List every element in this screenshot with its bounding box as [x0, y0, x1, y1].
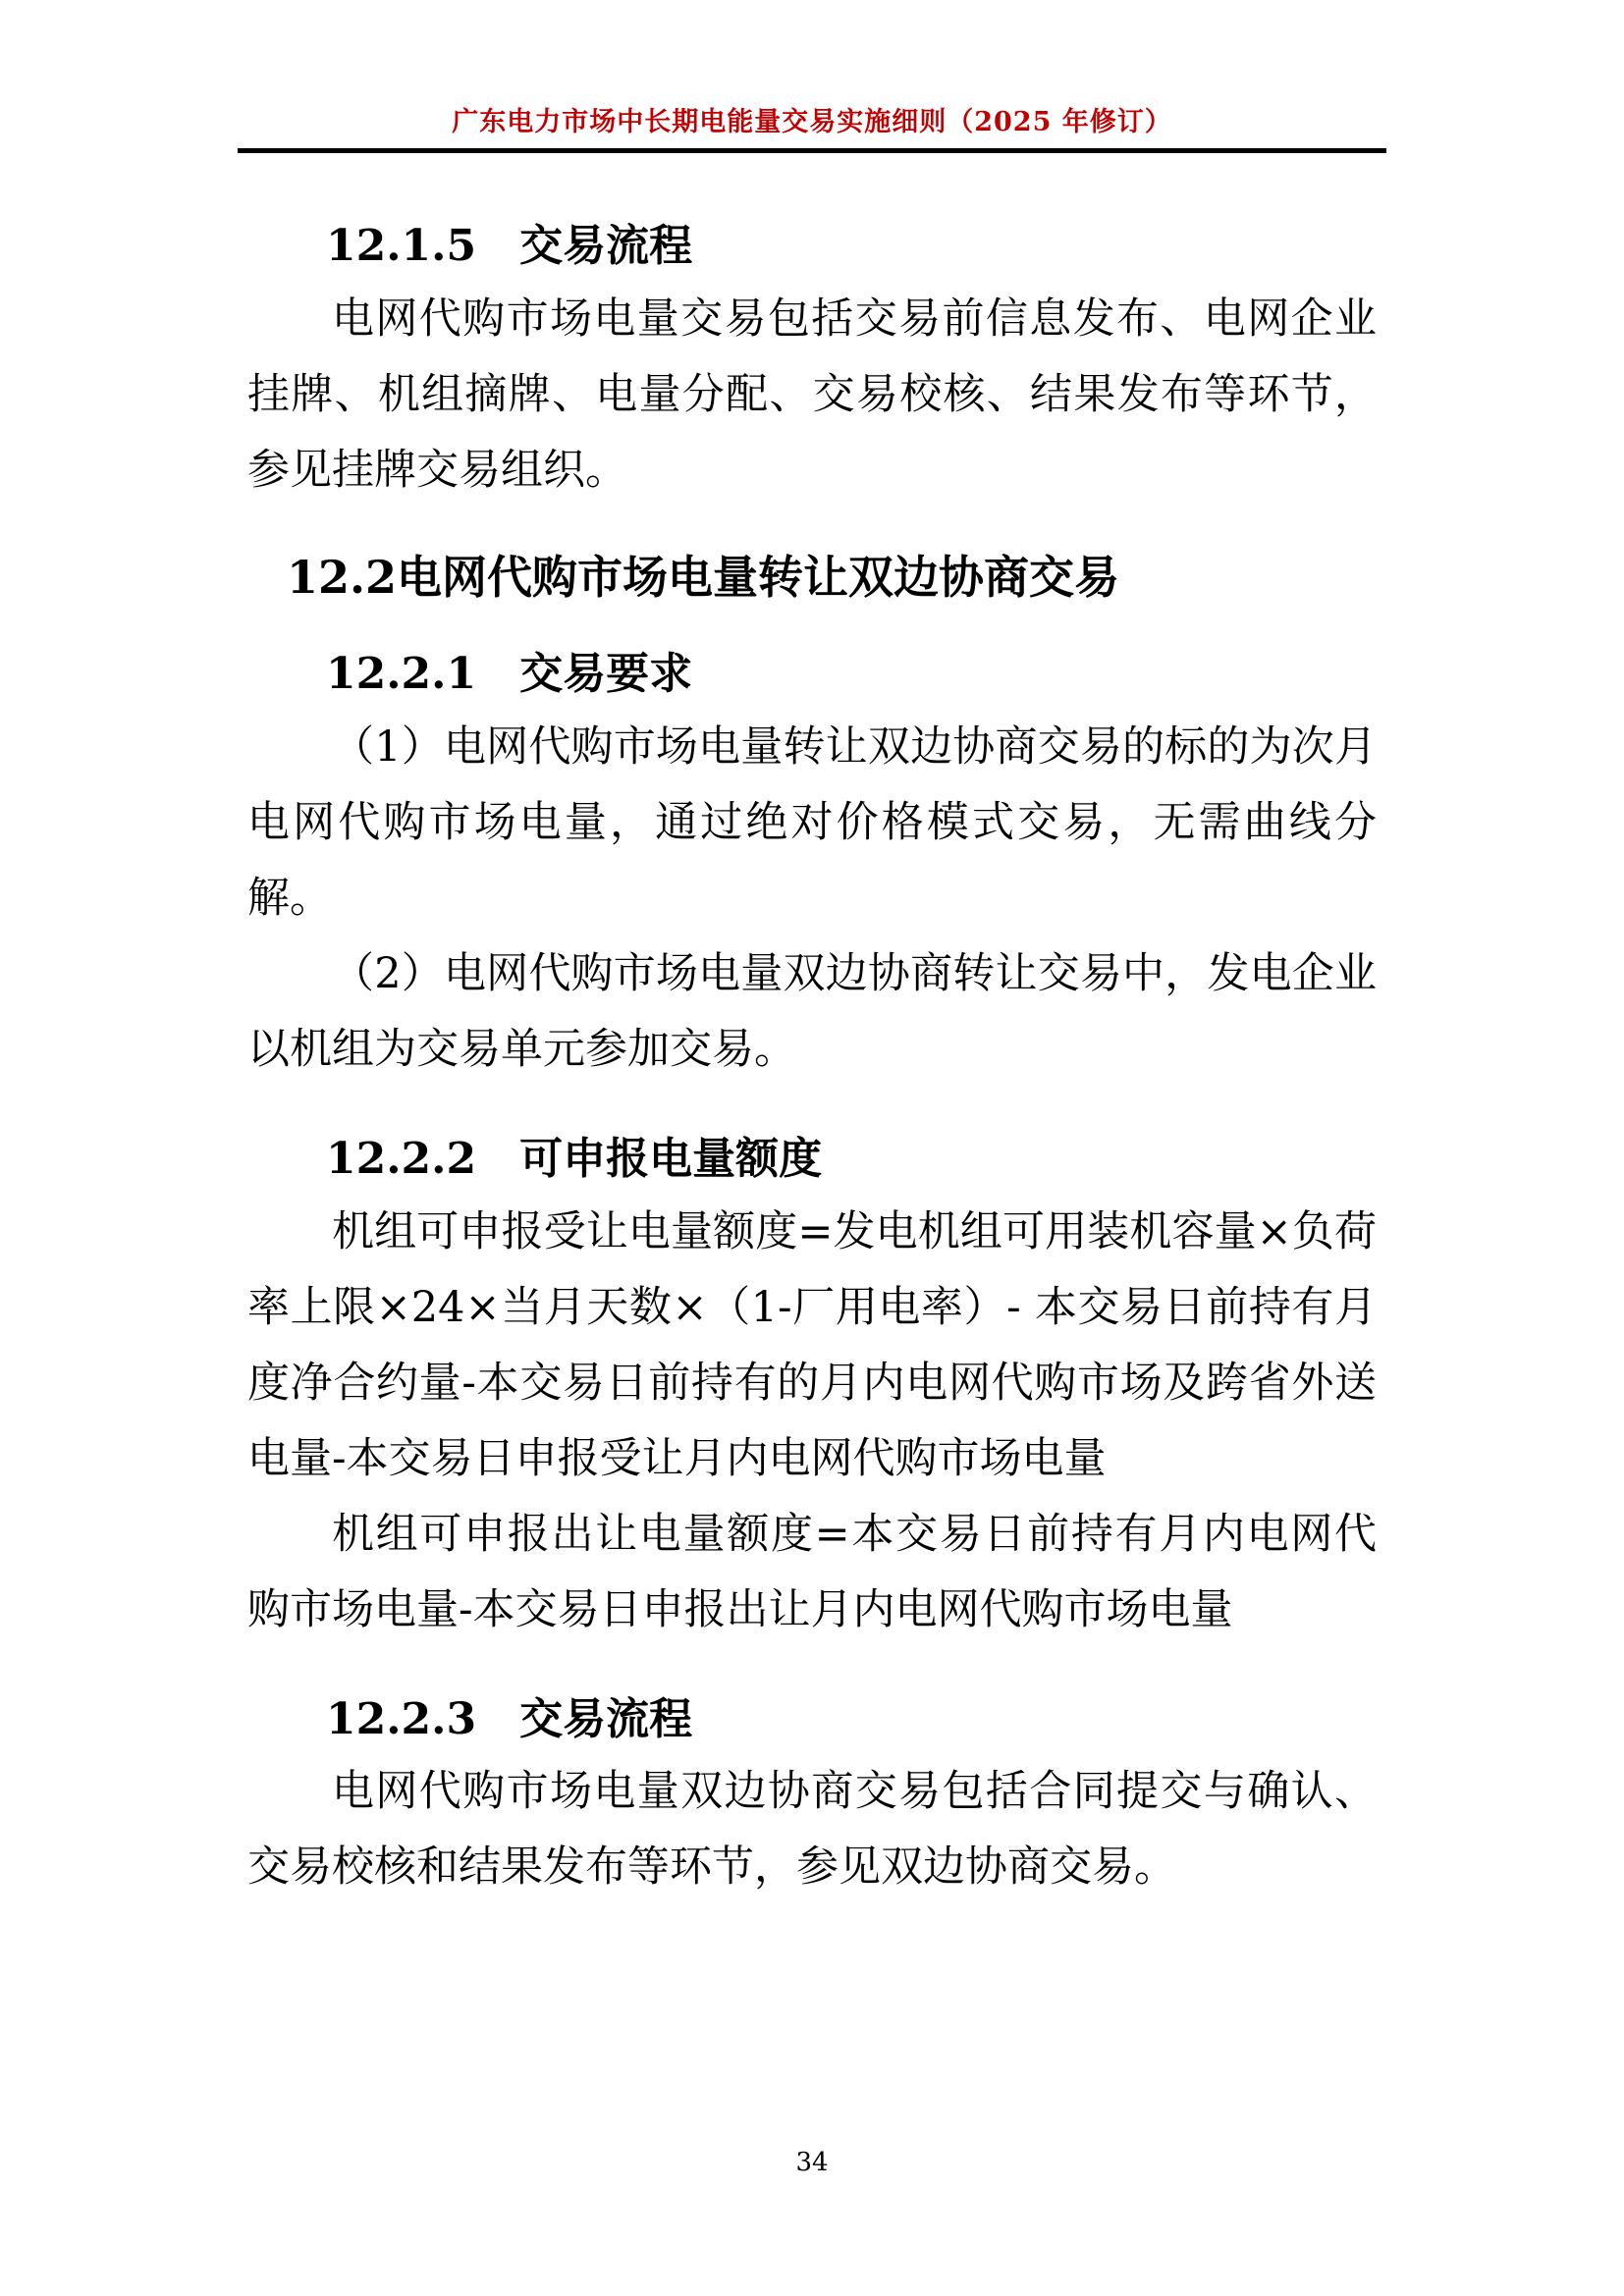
page-number: 34	[795, 2148, 829, 2177]
paragraph-12-2-3-body: 电网代购市场电量双边协商交易包括合同提交与确认、交易校核和结果发布等环节，参见双边协商交易。	[247, 1767, 1377, 1893]
paragraph-12-2-1-item-2: （2）电网代购市场电量双边协商转让交易中，发电企业以机组为交易单元参加交易。	[247, 949, 1377, 1075]
paragraph-12-1-5-body: 电网代购市场电量交易包括交易前信息发布、电网企业挂牌、机组摘牌、电量分配、交易校核、结果发布等环节，参见挂牌交易组织。	[247, 294, 1377, 495]
heading-12-2-1: 12.2.1 交易要求	[326, 649, 693, 700]
page-footer	[0, 2150, 1624, 2175]
paragraph-12-2-1-item-1: （1）电网代购市场电量转让双边协商交易的标的为次月电网代购市场电量，通过绝对价格模式交易，无需曲线分解。	[247, 722, 1377, 924]
page-header-title: 广东电力市场中长期电能量交易实施细则（2025 年修订）	[452, 107, 1172, 137]
header-rule	[238, 148, 1386, 153]
heading-12-2-3: 12.2.3 交易流程	[326, 1693, 693, 1744]
heading-12-1-5: 12.1.5 交易流程	[326, 221, 693, 271]
heading-12-2: 12.2电网代购市场电量转让双边协商交易	[287, 550, 1120, 604]
heading-12-2-2: 12.2.2 可申报电量额度	[326, 1134, 823, 1185]
document-content	[0, 222, 1624, 1905]
paragraph-12-2-2-formula-transfer: 机组可申报出让电量额度=本交易日前持有月内电网代购市场电量-本交易日申报出让月内电网代购市场电量	[247, 1509, 1377, 1634]
page-header	[0, 0, 1624, 153]
paragraph-12-2-2-formula-receive: 机组可申报受让电量额度=发电机组可用装机容量×负荷率上限×24×当月天数×（1-厂用电率）- 本交易日前持有月度净合约量-本交易日前持有的月内电网代购市场及跨省外送电量-本交易日申报受让月内电网代购市场电量	[247, 1206, 1377, 1483]
